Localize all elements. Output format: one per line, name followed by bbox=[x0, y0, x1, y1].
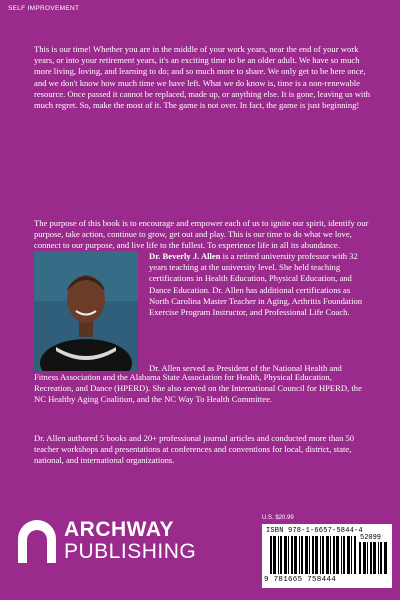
barcode-bars bbox=[270, 536, 356, 574]
barcode-addon-number: 52099 bbox=[360, 534, 382, 542]
author-name: Dr. Beverly J. Allen bbox=[149, 251, 221, 261]
bio-paragraph-2: Fitness Association and the Alabama State Association for Health, Physical Education, Recreation, and Dance (HPERD). She also served on the International Council for HPERD, the NC Healthy Aging Coalition, and the NC Way To Health Committee. bbox=[34, 372, 362, 405]
publisher-name-line-1: ARCHWAY bbox=[64, 518, 175, 541]
purpose-paragraph: The purpose of this book is to encourage and empower each of us to ignite our spirit, identify our purpose, take action, continue to grow, get out and play. This is our time to do what we love, connect to our purpose, and live life to the fullest. To experience life in all its abundance. bbox=[34, 218, 369, 251]
barcode-addon-bars bbox=[359, 542, 389, 574]
category-label: SELF IMPROVEMENT bbox=[8, 5, 80, 12]
barcode bbox=[262, 524, 392, 588]
barcode-number: 9 781665 758444 bbox=[264, 576, 337, 584]
bio-paragraph-1 bbox=[149, 251, 370, 318]
intro-paragraph: This is our time! Whether you are in the middle of your work years, near the end of your work years, or into your retirement years, it's an exciting time to be an older adult. We have so much more living, loving, and learning to do; and so much more to share. We only get to be here once, and we don't know how much time we have left. What we do know is, time is a non-renewable resource. Once passed it cannot be replaced, made up, or anything else. It is gone, leaving us with much regret. So, make the most of it. The game is not over. In fact, the game is just beginning! bbox=[34, 44, 371, 111]
archway-arch-icon bbox=[18, 519, 56, 563]
bio-paragraph-1-text: is a retired university professor with 32 years teaching at the university level. She held teaching certifications in Health Education, Physical Education, and Dance Education. Dr. Allen has additional certifications as North Carolina Master Teacher in Aging, Arthritis Foundation Exercise Program Instructor, and Professional Life Coach. bbox=[149, 251, 363, 318]
publisher-logo bbox=[18, 519, 196, 563]
isbn-text: ISBN 978-1-6657-5844-4 bbox=[266, 527, 363, 535]
publisher-name-line-2: PUBLISHING bbox=[64, 540, 197, 563]
bio-paragraph-2-start: Dr. Allen served as President of the National Health and bbox=[149, 363, 342, 373]
author-photo bbox=[34, 251, 138, 371]
price-label: U.S. $20.99 bbox=[262, 515, 294, 521]
bio-paragraph-3: Dr. Allen authored 5 books and 20+ professional journal articles and conducted more than 50 teacher workshops and presentations at conferences and conventions for local, district, state, national, and international organizations. bbox=[34, 433, 355, 466]
